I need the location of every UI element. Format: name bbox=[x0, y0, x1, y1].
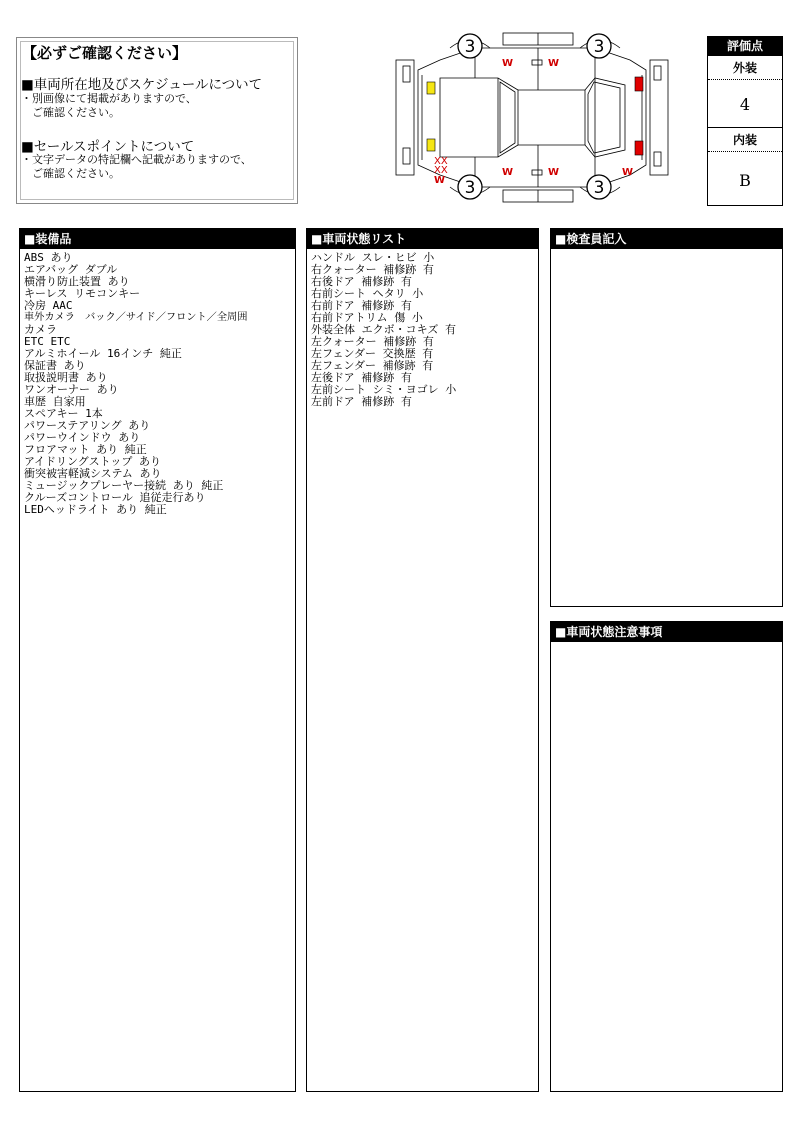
list-item: 外装全体 エクボ・コキズ 有 bbox=[311, 323, 457, 336]
list-item: 右クォーター 補修跡 有 bbox=[311, 263, 434, 276]
list-item: パワーステアリング あり bbox=[24, 419, 151, 432]
list-item: 衝突被害軽減システム あり bbox=[24, 467, 162, 480]
list-item: エアバッグ ダブル bbox=[24, 263, 118, 276]
equipment-title: ■装備品 bbox=[20, 229, 295, 249]
grade-box bbox=[707, 36, 783, 206]
list-item: キーレス リモコンキー bbox=[24, 287, 141, 300]
list-item: 横滑り防止装置 あり bbox=[24, 275, 130, 288]
grade-divider bbox=[708, 127, 782, 128]
notice-section2-text: ・文字データの特記欄へ記載がありますので、 ご確認ください。 bbox=[21, 153, 252, 180]
condition-list-title: ■車両状態リスト bbox=[307, 229, 538, 249]
list-item: ミュージックプレーヤー接続 あり 純正 bbox=[24, 479, 224, 492]
damage-mark-w: W bbox=[502, 167, 514, 178]
svg-text:3: 3 bbox=[464, 37, 476, 57]
notice-section1-text: ・別画像にて掲載がありますので、 ご確認ください。 bbox=[21, 92, 197, 119]
damage-mark-w: W bbox=[622, 167, 634, 178]
yellow-mark-front-left bbox=[427, 139, 435, 151]
cross-mark-xx: XX bbox=[434, 165, 448, 176]
exterior-grade-value: 4 bbox=[739, 95, 751, 114]
circle-number-bottom-right bbox=[587, 175, 611, 199]
list-item: フロアマット あり 純正 bbox=[24, 443, 147, 456]
list-item: クルーズコントロール 追従走行あり bbox=[24, 491, 206, 504]
list-item: ABS あり bbox=[24, 251, 73, 264]
list-item: 右後ドア 補修跡 有 bbox=[311, 275, 412, 288]
damage-mark-w: W bbox=[548, 167, 560, 178]
red-mark-rear-right bbox=[635, 77, 643, 91]
list-item: 保証書 あり bbox=[24, 359, 86, 372]
list-item: 左後ドア 補修跡 有 bbox=[311, 371, 412, 384]
notice-title: 【必ずご確認ください】 bbox=[22, 44, 188, 62]
equipment-panel bbox=[19, 228, 296, 1092]
interior-label: 内装 bbox=[708, 129, 782, 152]
list-item: 車歴 自家用 bbox=[24, 395, 86, 408]
grade-header: 評価点 bbox=[708, 37, 782, 56]
damage-mark-w: W bbox=[434, 175, 446, 186]
damage-mark-w: W bbox=[548, 58, 560, 69]
inspector-panel bbox=[550, 228, 783, 607]
damage-mark-w: W bbox=[502, 58, 514, 69]
list-item: カメラ bbox=[24, 323, 57, 336]
caution-panel bbox=[550, 621, 783, 1092]
interior-grade-value: B bbox=[739, 171, 751, 190]
exterior-label: 外装 bbox=[708, 57, 782, 80]
list-item: 冷房 AAC bbox=[24, 299, 73, 312]
circle-number-top-left bbox=[458, 34, 482, 58]
list-item: 右前ドア 補修跡 有 bbox=[311, 299, 412, 312]
list-item: 左フェンダー 補修跡 有 bbox=[311, 359, 434, 372]
car-damage-diagram bbox=[390, 30, 680, 205]
list-item: 右前シート ヘタリ 小 bbox=[311, 287, 424, 300]
notice-section2-heading: ■セールスポイントについて bbox=[21, 139, 195, 155]
list-item: ETC ETC bbox=[24, 335, 71, 348]
svg-text:3: 3 bbox=[593, 37, 605, 57]
list-item: アイドリングストップ あり bbox=[24, 455, 161, 468]
list-item: 左フェンダー 交換歴 有 bbox=[311, 347, 434, 360]
circle-number-top-right bbox=[587, 34, 611, 58]
list-item: ワンオーナー あり bbox=[24, 383, 119, 396]
list-item: 車外カメラ バック／サイド／フロント／全周囲 bbox=[24, 312, 248, 323]
list-item: LEDヘッドライト あり 純正 bbox=[24, 503, 167, 516]
inspector-title: ■検査員記入 bbox=[551, 229, 782, 249]
caution-title: ■車両状態注意事項 bbox=[551, 622, 782, 642]
yellow-mark-front-right bbox=[427, 82, 435, 94]
list-item: 左前シート シミ・ヨゴレ 小 bbox=[311, 383, 457, 396]
condition-list bbox=[311, 252, 456, 408]
list-item: 右前ドアトリム 傷 小 bbox=[311, 311, 423, 324]
svg-text:3: 3 bbox=[593, 178, 605, 198]
equipment-list bbox=[24, 252, 247, 516]
list-item: アルミホイール 16インチ 純正 bbox=[24, 347, 182, 360]
circle-number-bottom-left bbox=[458, 175, 482, 199]
list-item: パワーウインドウ あり bbox=[24, 431, 141, 444]
list-item: ハンドル スレ・ヒビ 小 bbox=[311, 251, 435, 264]
list-item: 左クォーター 補修跡 有 bbox=[311, 335, 434, 348]
list-item: 取扱説明書 あり bbox=[24, 371, 108, 384]
notice-section1-heading: ■車両所在地及びスケジュールについて bbox=[21, 77, 263, 93]
list-item: スペアキー 1本 bbox=[24, 407, 103, 420]
notice-box bbox=[16, 37, 298, 204]
red-mark-rear-left bbox=[635, 141, 643, 155]
list-item: 左前ドア 補修跡 有 bbox=[311, 395, 412, 408]
cross-mark-xx: XX bbox=[434, 156, 448, 167]
svg-text:3: 3 bbox=[464, 178, 476, 198]
condition-list-panel bbox=[306, 228, 539, 1092]
